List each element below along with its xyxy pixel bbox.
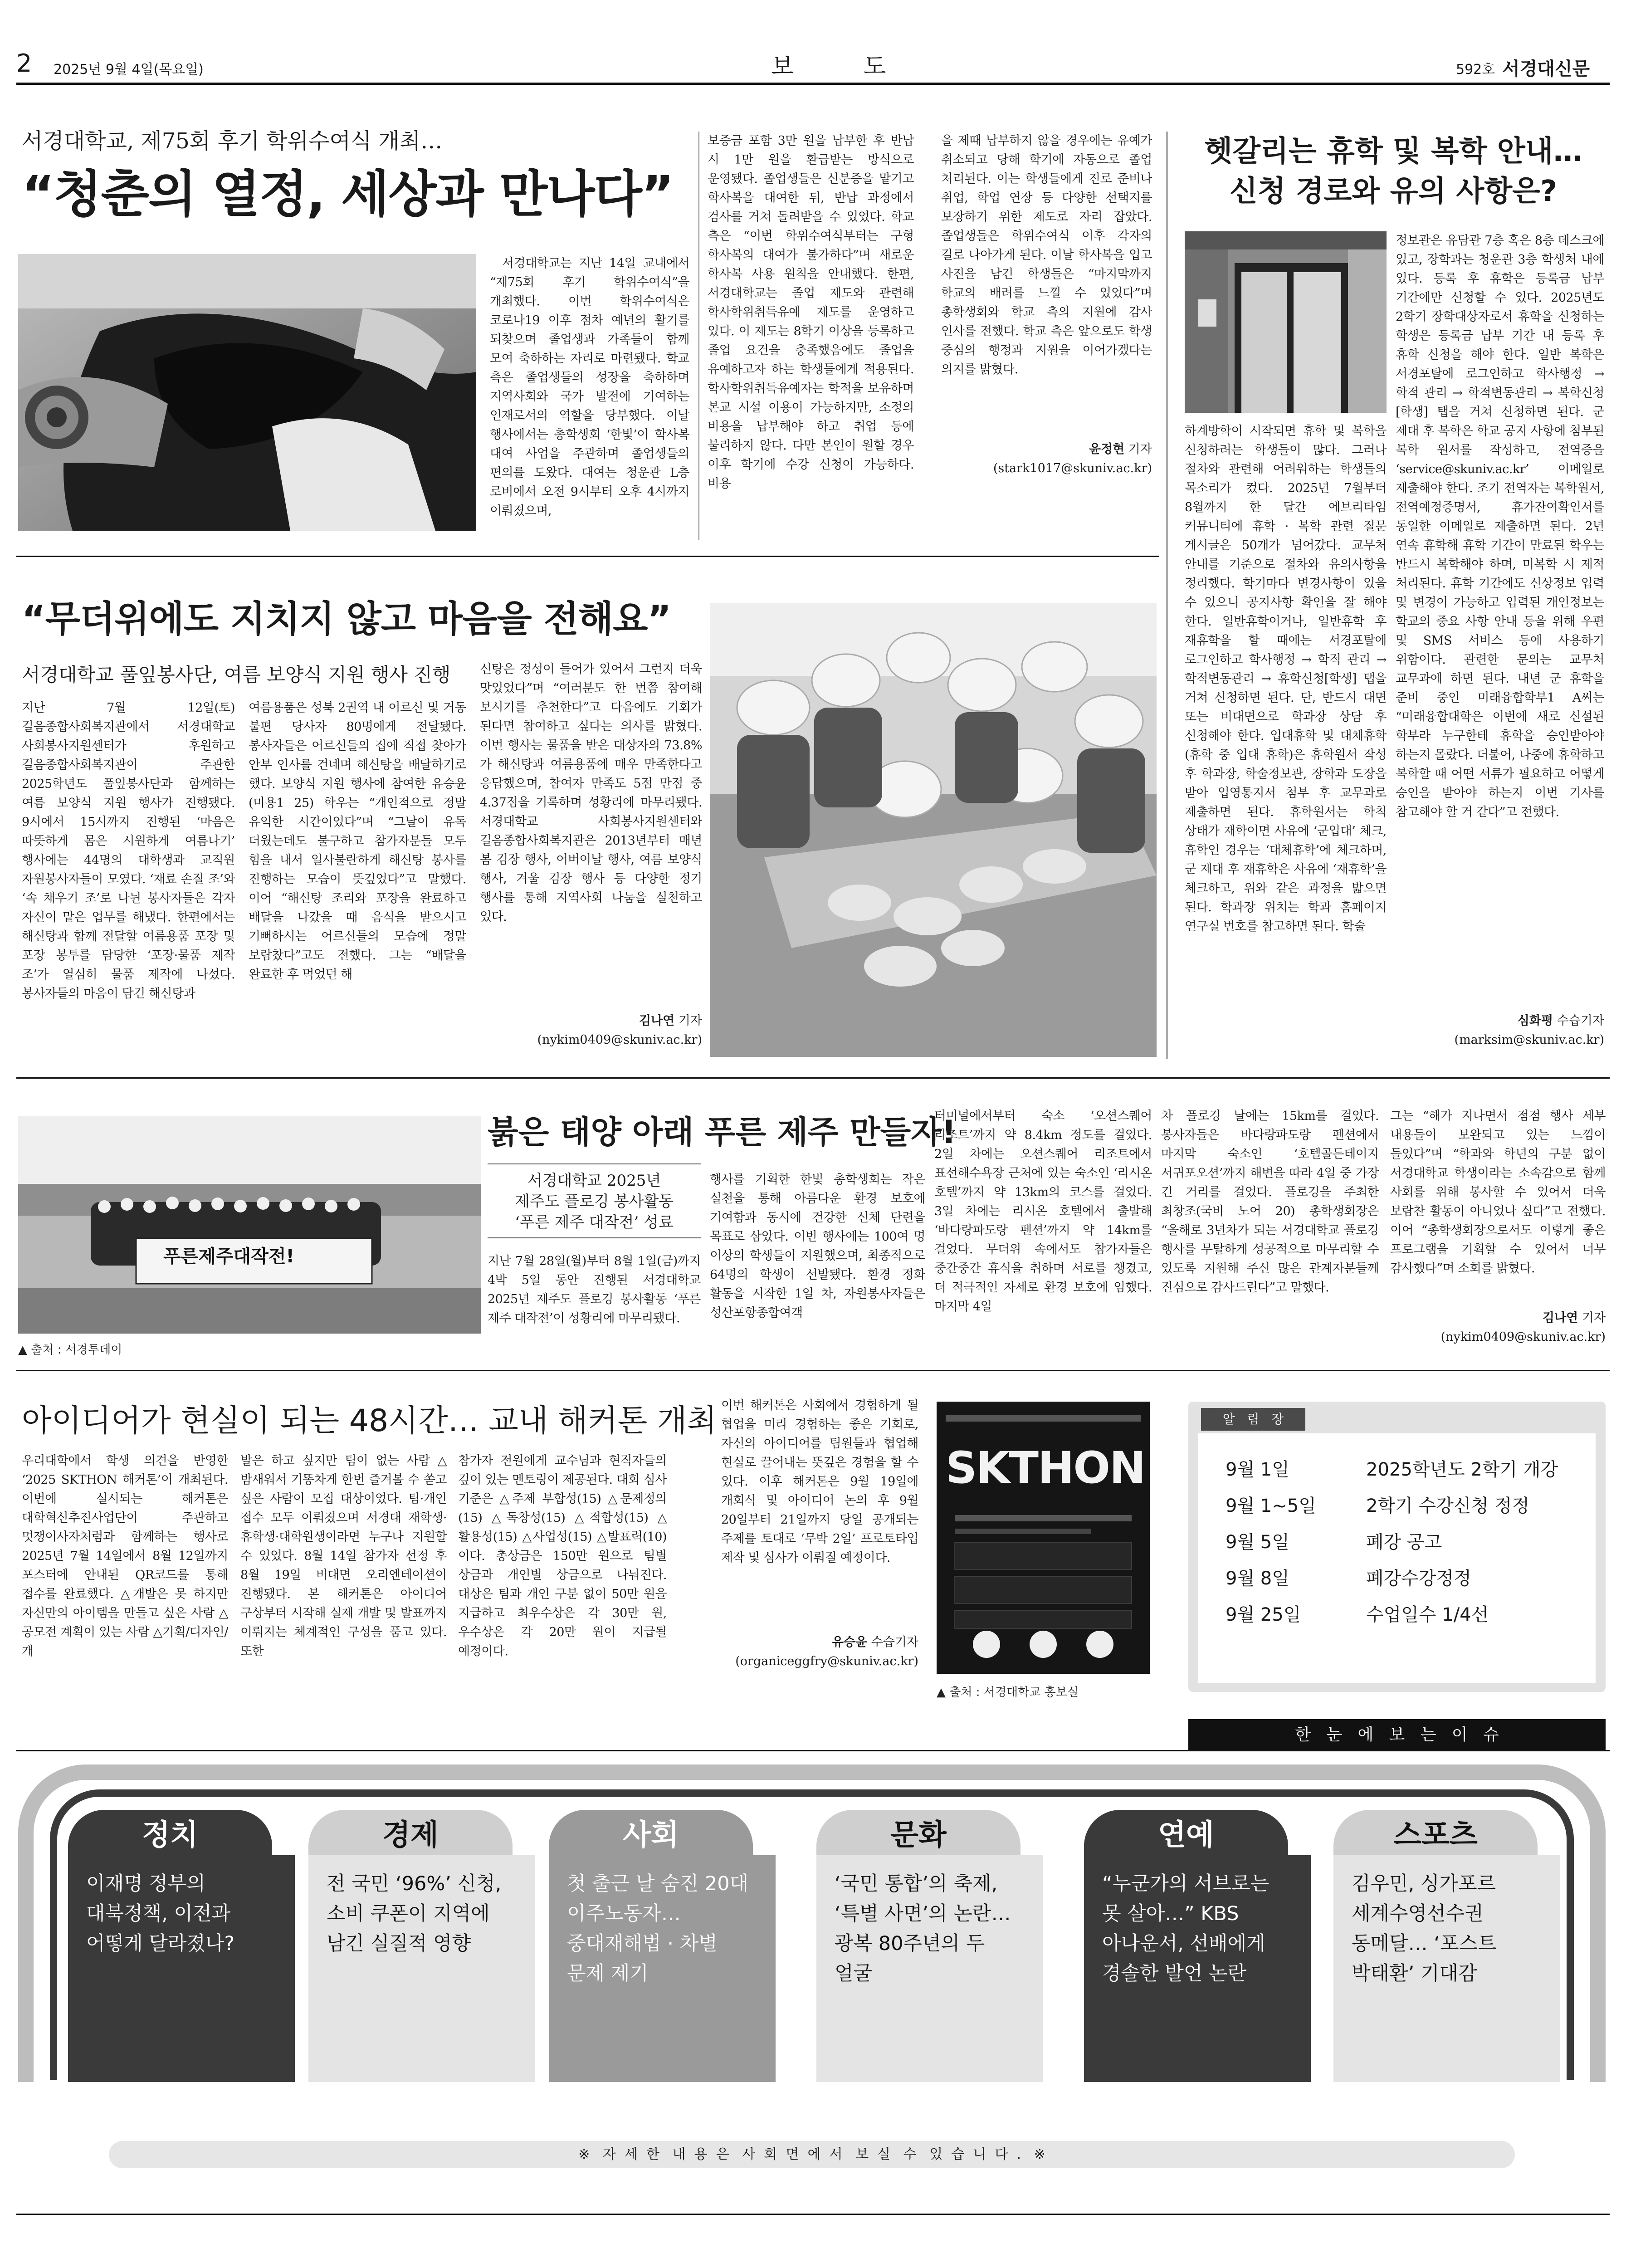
- issue-card-politics[interactable]: 이재명 정부의 대북정책, 이전과 어떻게 달라졌나?: [68, 1855, 295, 2082]
- issues-rule: [16, 1750, 1610, 1751]
- notice-date: 9월 1일: [1226, 1459, 1289, 1480]
- volunteer-photo: [710, 603, 1157, 1057]
- volunteer-body-col3: 신탕은 정성이 들어가 있어서 그런지 더욱 맛있었다”며 “여러분도 한 번쯤 참여해 보시기를 추천한다”고 다음에도 기회가 된다면 참여하고 싶다는 의사를 밝혔다. 이번 행사는 물품을 받은 대상자의 73.8%가 해신탕과 여름용품에 매우 만족한다고 응답했으며, 참여자 만족도 5점 만점 중 4.37점을 기록하며 성황리에 마무리됐다. 서경대학교 사회봉사지원센터와 길음종합사회복지관은 2013년부터 매년 봄 김장 행사, 어버이날 행사, 여름 보양식 행사, 겨울 김장 행사 등 다양한 정기 행사를 통해 지역사회 나눔을 실천하고 있다.: [480, 662, 702, 924]
- volunteer-byline: [480, 1012, 702, 1031]
- page-number: 2: [16, 49, 32, 78]
- reporter-role: 수습기자: [871, 1635, 918, 1649]
- issue-card-entertainment[interactable]: “누군가의 서브로는 못 살아…” KBS 아나운서, 선배에게 경솔한 발언 논란: [1084, 1855, 1311, 2082]
- notice-text: 2025학년도 2학기 개강: [1366, 1459, 1558, 1480]
- section-rule: [16, 1370, 1610, 1371]
- volunteer-email[interactable]: (nykim0409@skuniv.ac.kr): [537, 1033, 702, 1047]
- notice-list: [1198, 1433, 1596, 1683]
- issue-card-culture[interactable]: ‘국민 통합’의 축제, ‘특별 사면’의 논란… 광복 80주년의 두 얼굴: [816, 1855, 1043, 2082]
- reporter-name: 심화평: [1517, 1014, 1553, 1028]
- hackathon-headline: 아이디어가 현실이 되는 48시간… 교내 해커톤 개최: [22, 1403, 717, 1439]
- leave-email[interactable]: (marksim@skuniv.ac.kr): [1454, 1033, 1604, 1047]
- leave-body-col1: 하계방학이 시작되면 휴학 및 복학을 신청하려는 학생들이 많다. 그러나 절차와 관련해 어려워하는 학생들의 목소리가 컸다. 2025년 7월부터 8월까지 한 달간 에브리타임 커뮤니티에 휴학 · 복학 관련 질문 게시글은 50개가 넘어갔다. 교무처 안내를 기준으로 절차와 유의사항을 정리했다. 학기마다 변경사항이 있을 수 있으니 공지사항 확인을 잘 해야 한다. 일반휴학이거나, 일반휴학 후 재휴학을 할 때에는 서경포탈에 로그인하고 학사행정 → 학적 관리 → 학적변동관리 → 휴학신청[학생] 탭을 거쳐 신청하면 된다. 단, 반드시 대면 또는 비대면으로 학과장 상담 후 신청해야 한다. 입대휴학 및 대체휴학(휴학 중 입대 휴학)은 휴학원서 작성 후 학과장, 학술정보관, 장학과 도장을 받아 입영통지서 첨부 후 교무과로 제출하면 된다. 휴학원서는 학칙 상태가 재학이면 사유에 ‘군입대’ 체크, 휴학인 경우는 ‘대체휴학’에 체크하며, 군 제대 후 재휴학은 사유에 ‘재휴학’을 체크하고, 위와 같은 과정을 밟으면 된다. 학과장 위치는 학과 홈페이지 연구실 번호를 참고하면 된다. 학술: [1185, 424, 1387, 934]
- hackathon-body-col3: 참가자 전원에게 교수님과 현직자들의 깊이 있는 멘토링이 제공된다. 대회 심사 기준은 △주제 부합성(15) △문제정의(15) △독창성(15) △적합성(15) △활용성(15) △사업성(15) △발표력(10)이다. 총상금은 150만 원으로 팀별 상금과 개인별 상금으로 나눠진다. 대상은 팀과 개인 구분 없이 50만 원을 지급하고 최우수상은 각 30만 원, 우수상은 각 20만 원이 지급될 예정이다.: [458, 1454, 667, 1658]
- jeju-body-col2: 행사를 기획한 한빛 총학생회는 작은 실천을 통해 아름다운 환경 보호에 기여함과 동시에 건강한 신체 단련을 목표로 삼았다. 이번 행사에는 100여 명 이상의 학생들이 지원했으며, 최종적으로 64명의 학생이 선발됐다. 환경 정화 활동을 시작한 1일 차, 자원봉사자들은 성산포항종합여객: [710, 1173, 925, 1320]
- commencement-body-col1: 서경대학교는 지난 14일 교내에서 “제75회 후기 학위수여식”을 개최했다. 이번 학위수여식은 코로나19 이후 점차 예년의 활기를 되찾으며 졸업생과 가족들이 함께 모여 축하하는 자리로 마련됐다. 학교 측은 졸업생들의 성장을 축하하며 지역사회와 국가 발전에 기여하는 인재로서의 역할을 당부했다. 이날 행사에서는 총학생회 ‘한빛’이 학사복 대여 사업을 주관하며 졸업생들의 편의를 도왔다. 대여는 청운관 L층 로비에서 오전 9시부터 오후 4시까지 이뤄졌으며,: [490, 256, 689, 518]
- volunteer-kicker: 서경대학교 풀잎봉사단, 여름 보양식 지원 행사 진행: [22, 664, 451, 686]
- reporter-role: 기자: [678, 1014, 702, 1028]
- notice-text: 2학기 수강신청 정정: [1366, 1496, 1529, 1516]
- jeju-body-col5: 그는 “해가 지나면서 점점 행사 세부 내용들이 보완되고 있는 느낌이 들었다”며 “학과와 학년의 구분 없이 서경대학교 학생이라는 소속감으로 함께 사회를 위해 봉사할 수 있어서 더욱 보람찬 활동이 아니었나 싶다”고 전했다. 이어 “총학생회장으로서도 이렇게 좋은 프로그램을 기획할 수 있어서 너무 감사했다”며 소회를 밝혔다.: [1390, 1109, 1606, 1276]
- jeju-subhead-1: 서경대학교 2025년: [527, 1172, 661, 1190]
- jeju-body-col4: 차 플로깅 날에는 15km를 걸었다. 봉사자들은 바다랑파도랑 펜션에서 마지막 숙소인 ‘호텔골든테이지 서귀포오션’까지 해변을 따라 4일 중 가장 긴 거리를 걸었다. 플로깅을 주최한 최창조(국비 노어 20) 총학생회장은 “올해로 3년차가 되는 서경대학교 플로깅 행사를 무탈하게 성공적으로 마무리할 수 있도록 지원해 주신 많은 관계자분들께 진심으로 감사드린다”고 말했다.: [1161, 1109, 1379, 1295]
- leave-body-col2: 정보관은 유담관 7층 혹은 8층 데스크에 있고, 장학과는 청운관 3층 학생처 내에 있다. 등록 후 휴학은 등록금 납부 기간에만 신청할 수 있다. 2025년도 2학기 장학대상자로서 휴학을 신청하는 학생은 등록금 납부 기간 내 등록 후 휴학 신청을 해야 한다. 일반 복학은 서경포탈에 로그인하고 학사행정 → 학적 관리 → 학적변동관리 → 복학신청[학생] 탭을 거쳐 신청하면 된다. 군 제대 후 복학은 학교 공지 사항에 첨부된 복학 원서를 작성하고, 전역증을 ‘service@skuniv.ac.kr’ 이메일로 제출해야 한다. 조기 전역자는 복학원서, 전역예정증명서, 휴가잔여확인서를 동일한 이메일로 제출하면 된다. 2년 연속 휴학해 휴학 기간이 만료된 학우는 반드시 복학해야 하며, 미복학 시 제적 처리된다. 휴학 기간에도 신상정보 입력 및 변경이 가능하고 입력된 개인정보는 학교의 중요 사항 안내 등을 위해 우편 및 SMS 서비스 등에 사용하기 위함이다. 관련한 문의는 교무처 교무과에 하면 된다. 내년 군 휴학을 준비 중인 미래융합학부1 A씨는 “미래융합대학은 이번에 새로 신설된 학부라 누구한테 휴학을 승인받아야 하는지 몰랐다. 더불어, 나중에 휴학하고 복학할 때 어떤 서류가 필요하고 어떻게 승인을 받아야 하는지 이번 기사를 참고해야 할 거 같다”고 전했다.: [1396, 234, 1604, 819]
- jeju-subhead-2: 제주도 플로깅 봉사활동: [514, 1193, 674, 1211]
- hackathon-body-col1: 우리대학에서 학생 의견을 반영한 ‘2025 SKTHON 해커톤’이 개최된다. 이번에 실시되는 해커톤은 대학혁신추진사업단이 주관하고 멋쟁이사자처럼과 함께하는 행사로 2025년 7월 14일에서 8월 12일까지 포스터에 안내된 QR코드를 통해 접수를 완료했다. △개발은 못 하지만 자신만의 아이템을 만들고 싶은 사람 △공모전 계획이 있는 사람 △기획/디자인/개: [22, 1454, 228, 1658]
- leave-headline-1: 헷갈리는 휴학 및 복학 안내…: [1204, 135, 1582, 168]
- commencement-headline: “청춘의 열정, 세상과 만나다”: [22, 165, 674, 223]
- jeju-body-col3: 터미널에서부터 숙소 ‘오션스퀘어 리조트’까지 약 8.4km 정도를 걸었다. 2일 차에는 오션스퀘어 리조트에서 표선해수욕장 근처에 있는 숙소인 ‘리시온 호텔’까지 약 13km의 코스를 걸었다. 3일 차에는 리시온 호텔에서 출발해 ‘바다랑파도랑 펜션’까지 약 14km를 걸었다. 무더위 속에서도 참가자들은 중간중간 휴식을 취하며 서로를 챙겼고, 더 적극적인 자세로 환경 보호에 임했다. 마지막 4일: [934, 1109, 1152, 1314]
- notice-date: 9월 5일: [1226, 1532, 1289, 1553]
- issue-tab-culture[interactable]: 문화: [816, 1810, 1021, 1855]
- commencement-email[interactable]: (stark1017@skuniv.ac.kr): [993, 461, 1152, 475]
- volunteer-body-col1: 지난 7월 12일(토) 길음종합사회복지관에서 서경대학교 사회봉사지원센터가 후원하고 길음종합사회복지관이 주관한 2025학년도 풀잎봉사단과 함께하는 여름 보양식 지원 행사가 진행됐다. 9시에서 15시까지 진행된 ‘마음은 따뜻하게 몸은 시원하게 여름나기’ 행사에는 44명의 대학생과 교직원 자원봉사자들이 모였다. ‘재료 손질 조’와 ‘속 채우기 조’로 나뉜 봉사자들은 각자 자신이 맡은 업무를 해냈다. 한편에서는 해신탕과 함께 전달할 여름용품 포장 및 포장 봉투를 담당한 ‘포장·물품 제작 조’가 열심히 물품 제작에 나섰다. 봉사자들의 마음이 담긴 해신탕과: [22, 701, 235, 1001]
- hackathon-body-col4: 이번 해커톤은 사회에서 경험하게 될 협업을 미리 경험하는 좋은 기회로, 자신의 아이디어를 팀원들과 협업해 현실로 끌어내는 뜻깊은 경험을 할 수 있다. 이후 해커톤은 9월 19일에 개회식 및 아이디어 논의 후 9월 20일부터 21일까지 당일 공개되는 주제를 토대로 ‘무박 2일’ 프로토타입 제작 및 심사가 이뤄질 예정이다.: [721, 1398, 918, 1565]
- notice-item: [1226, 1452, 1596, 1488]
- notice-text: 폐강 공고: [1366, 1532, 1442, 1553]
- reporter-name: 김나연: [639, 1014, 675, 1028]
- commencement-kicker: 서경대학교, 제75회 후기 학위수여식 개최…: [22, 128, 443, 154]
- reporter-name: 윤정현: [1089, 442, 1125, 456]
- issue-card-sports[interactable]: 김우민, 싱가포르 세계수영선수권 동메달… ‘포스트 박태환’ 기대감: [1333, 1855, 1560, 2082]
- notice-item: [1226, 1597, 1596, 1633]
- section-rule: [16, 556, 1159, 557]
- paper-logo: 서경대신문: [1502, 59, 1590, 79]
- jeju-photo: [18, 1116, 481, 1334]
- issue-tab-sports[interactable]: 스포츠: [1333, 1810, 1538, 1855]
- leave-photo: [1185, 231, 1387, 413]
- issue-card-economy[interactable]: 전 국민 ‘96%’ 신청, 소비 쿠폰이 지역에 남긴 실질적 영향: [308, 1855, 535, 2082]
- hackathon-body-col2: 발은 하고 싶지만 팀이 없는 사람 △밤새워서 기똥차게 한번 즐겨볼 수 쏟고 싶은 사람이 모집 대상이었다. 팀·개인 접수 모두 이뤄졌으며 서경대 재학생·휴학생·대학원생이라면 누구나 지원할 수 있었다. 8월 14일 참가자 선정 후 8월 19일 비대면 오리엔테이션이 진행됐다. 본 해커톤은 아이디어 구상부터 시작해 실제 개발 및 발표까지 이뤄지는 체계적인 구성을 품고 있다. 또한: [240, 1454, 447, 1658]
- commencement-body-col3: 을 제때 납부하지 않을 경우에는 유예가 취소되고 당해 학기에 자동으로 졸업 처리된다. 이는 학생들에게 진로 준비나 취업, 학업 연장 등 다양한 선택지를 보장하기 위한 제도로 자리 잡았다. 졸업생들은 학위수여식 이후 각자의 길로 나아가게 된다. 이날 학사복을 입고 사진을 남긴 학생들은 “마지막까지 학교의 배려를 느낄 수 있었다”며 총학생회와 학교 측의 지원에 감사 인사를 전했다. 학교 측은 앞으로도 학생 중심의 행정과 지원을 이어가겠다는 의지를 밝혔다.: [941, 134, 1152, 376]
- reporter-role: 수습기자: [1557, 1014, 1604, 1028]
- commencement-photo: [18, 254, 476, 531]
- subhead-rule-bottom: [488, 1237, 701, 1238]
- notice-date: 9월 1~5일: [1226, 1496, 1316, 1516]
- issue-tab-politics[interactable]: 정치: [68, 1810, 272, 1855]
- leave-headline-2: 신청 경로와 유의 사항은?: [1229, 175, 1558, 208]
- notice-item: [1226, 1488, 1596, 1524]
- divider: [698, 132, 699, 540]
- commencement-body-col2: 보증금 포함 3만 원을 납부한 후 반납 시 1만 원을 환급받는 방식으로 운영됐다. 졸업생들은 신분증을 맡기고 학사복을 대여한 뒤, 반납 과정에서 검사를 거쳐 돌려받을 수 있었다. 학교 측은 “이번 학위수여식부터는 구형 학사복의 대여가 불가하다”며 새로운 학사복 사용 원칙을 안내했다. 한편, 서경대학교는 졸업 제도와 관련해 학사학위취득유예 제도를 운영하고 있다. 이 제도는 8학기 이상을 등록하고 졸업 요건을 충족했음에도 졸업을 유예하고자 하는 학생들에게 적용된다. 학사학위취득유예자는 학적을 보유하며 본교 시설 이용이 가능하지만, 소정의 비용을 납부해야 하고 취업 등에 불리하지 않다. 다만 본인이 원할 경우 이후 학기에 수강 신청이 가능하다. 비용: [708, 134, 914, 491]
- issue-tab-economy[interactable]: 경제: [308, 1810, 513, 1855]
- hackathon-email[interactable]: (organiceggfry@skuniv.ac.kr): [735, 1654, 918, 1668]
- reporter-name: 유승윤: [831, 1635, 868, 1649]
- poster-title: SKTHON: [946, 1442, 1145, 1493]
- section-rule: [16, 1077, 1610, 1079]
- subhead-rule-top: [488, 1163, 701, 1164]
- leave-byline: [1396, 1012, 1604, 1031]
- notice-box: [1188, 1402, 1606, 1692]
- jeju-body-col1: 지난 7월 28일(월)부터 8월 1일(금)까지 4박 5일 동안 진행된 서경대학교 2025년 제주도 플로깅 봉사활동 ‘푸른 제주 대작전’이 성황리에 마무리됐다.: [488, 1254, 701, 1325]
- issue-tab-society[interactable]: 사회: [549, 1810, 753, 1855]
- issue-card-society[interactable]: 첫 출근 날 숨진 20대 이주노동자… 중대재해법 · 차별 문제 제기: [549, 1855, 776, 2082]
- issues-title-bar: 한 눈 에 보 는 이 슈: [1188, 1719, 1606, 1751]
- commencement-byline: [941, 440, 1152, 459]
- notice-text: 수업일수 1/4선: [1366, 1604, 1489, 1625]
- notice-text: 폐강수강정정: [1366, 1568, 1471, 1589]
- issues-footnote: ※ 자 세 한 내 용 은 사 회 면 에 서 보 실 수 있 습 니 다 . ※: [109, 2141, 1515, 2168]
- reporter-name: 김나연: [1542, 1311, 1578, 1325]
- reporter-role: 기자: [1128, 442, 1152, 456]
- issue-tab-entertainment[interactable]: 연예: [1084, 1810, 1288, 1855]
- notice-title: 알 림 장: [1201, 1408, 1305, 1431]
- jeju-subhead-3: ‘푸른 제주 대작전’ 성료: [515, 1213, 674, 1232]
- volunteer-headline: “무더위에도 지치지 않고 마음을 전해요”: [22, 598, 671, 640]
- volunteer-body-col2: 여름용품은 성북 2권역 내 어르신 및 거동 불편 당사자 80명에게 전달됐다. 봉사자들은 어르신들의 집에 직접 찾아가 안부 인사를 건네며 해신탕을 배달하기로 했다. 보양식 지원 행사에 참여한 유승윤(미용1 25) 학우는 “개인적으로 정말 유익한 시간이었다”며 “그날이 유독 더웠는데도 불구하고 참가자분들 모두 힘을 내서 일사불란하게 해신탕 봉사를 진행하는 모습이 뜻깊었다”고 말했다. 이어 “해신탕 조리와 포장을 완료하고 배달을 나갔을 때 음식을 받으시고 기뻐하시는 어르신들의 모습에 정말 보람찼다”고도 전했다. 그는 “배달을 완료한 후 먹었던 해: [249, 701, 466, 982]
- notice-date: 9월 25일: [1226, 1604, 1301, 1625]
- notice-item: [1226, 1560, 1596, 1597]
- jeju-byline: [1390, 1309, 1606, 1328]
- jeju-headline: 붉은 태양 아래 푸른 제주 만들자!: [488, 1114, 956, 1151]
- header-rule: [16, 83, 1610, 85]
- issue-date: 2025년 9월 4일(목요일): [54, 62, 204, 78]
- jeju-email[interactable]: (nykim0409@skuniv.ac.kr): [1440, 1330, 1606, 1344]
- section-title: 보 도: [771, 53, 904, 80]
- issue-number: 592호: [1456, 62, 1495, 78]
- jeju-photo-caption: ▲ 출처 : 서경투데이: [18, 1343, 122, 1357]
- hackathon-byline: [721, 1633, 918, 1652]
- notice-item: [1226, 1524, 1596, 1560]
- notice-date: 9월 8일: [1226, 1568, 1289, 1589]
- footer-rule: [16, 2214, 1610, 2215]
- jeju-banner-text: 푸른제주대작전!: [163, 1246, 294, 1267]
- hackathon-poster-caption: ▲ 출처 : 서경대학교 홍보실: [937, 1686, 1079, 1699]
- reporter-role: 기자: [1582, 1311, 1606, 1325]
